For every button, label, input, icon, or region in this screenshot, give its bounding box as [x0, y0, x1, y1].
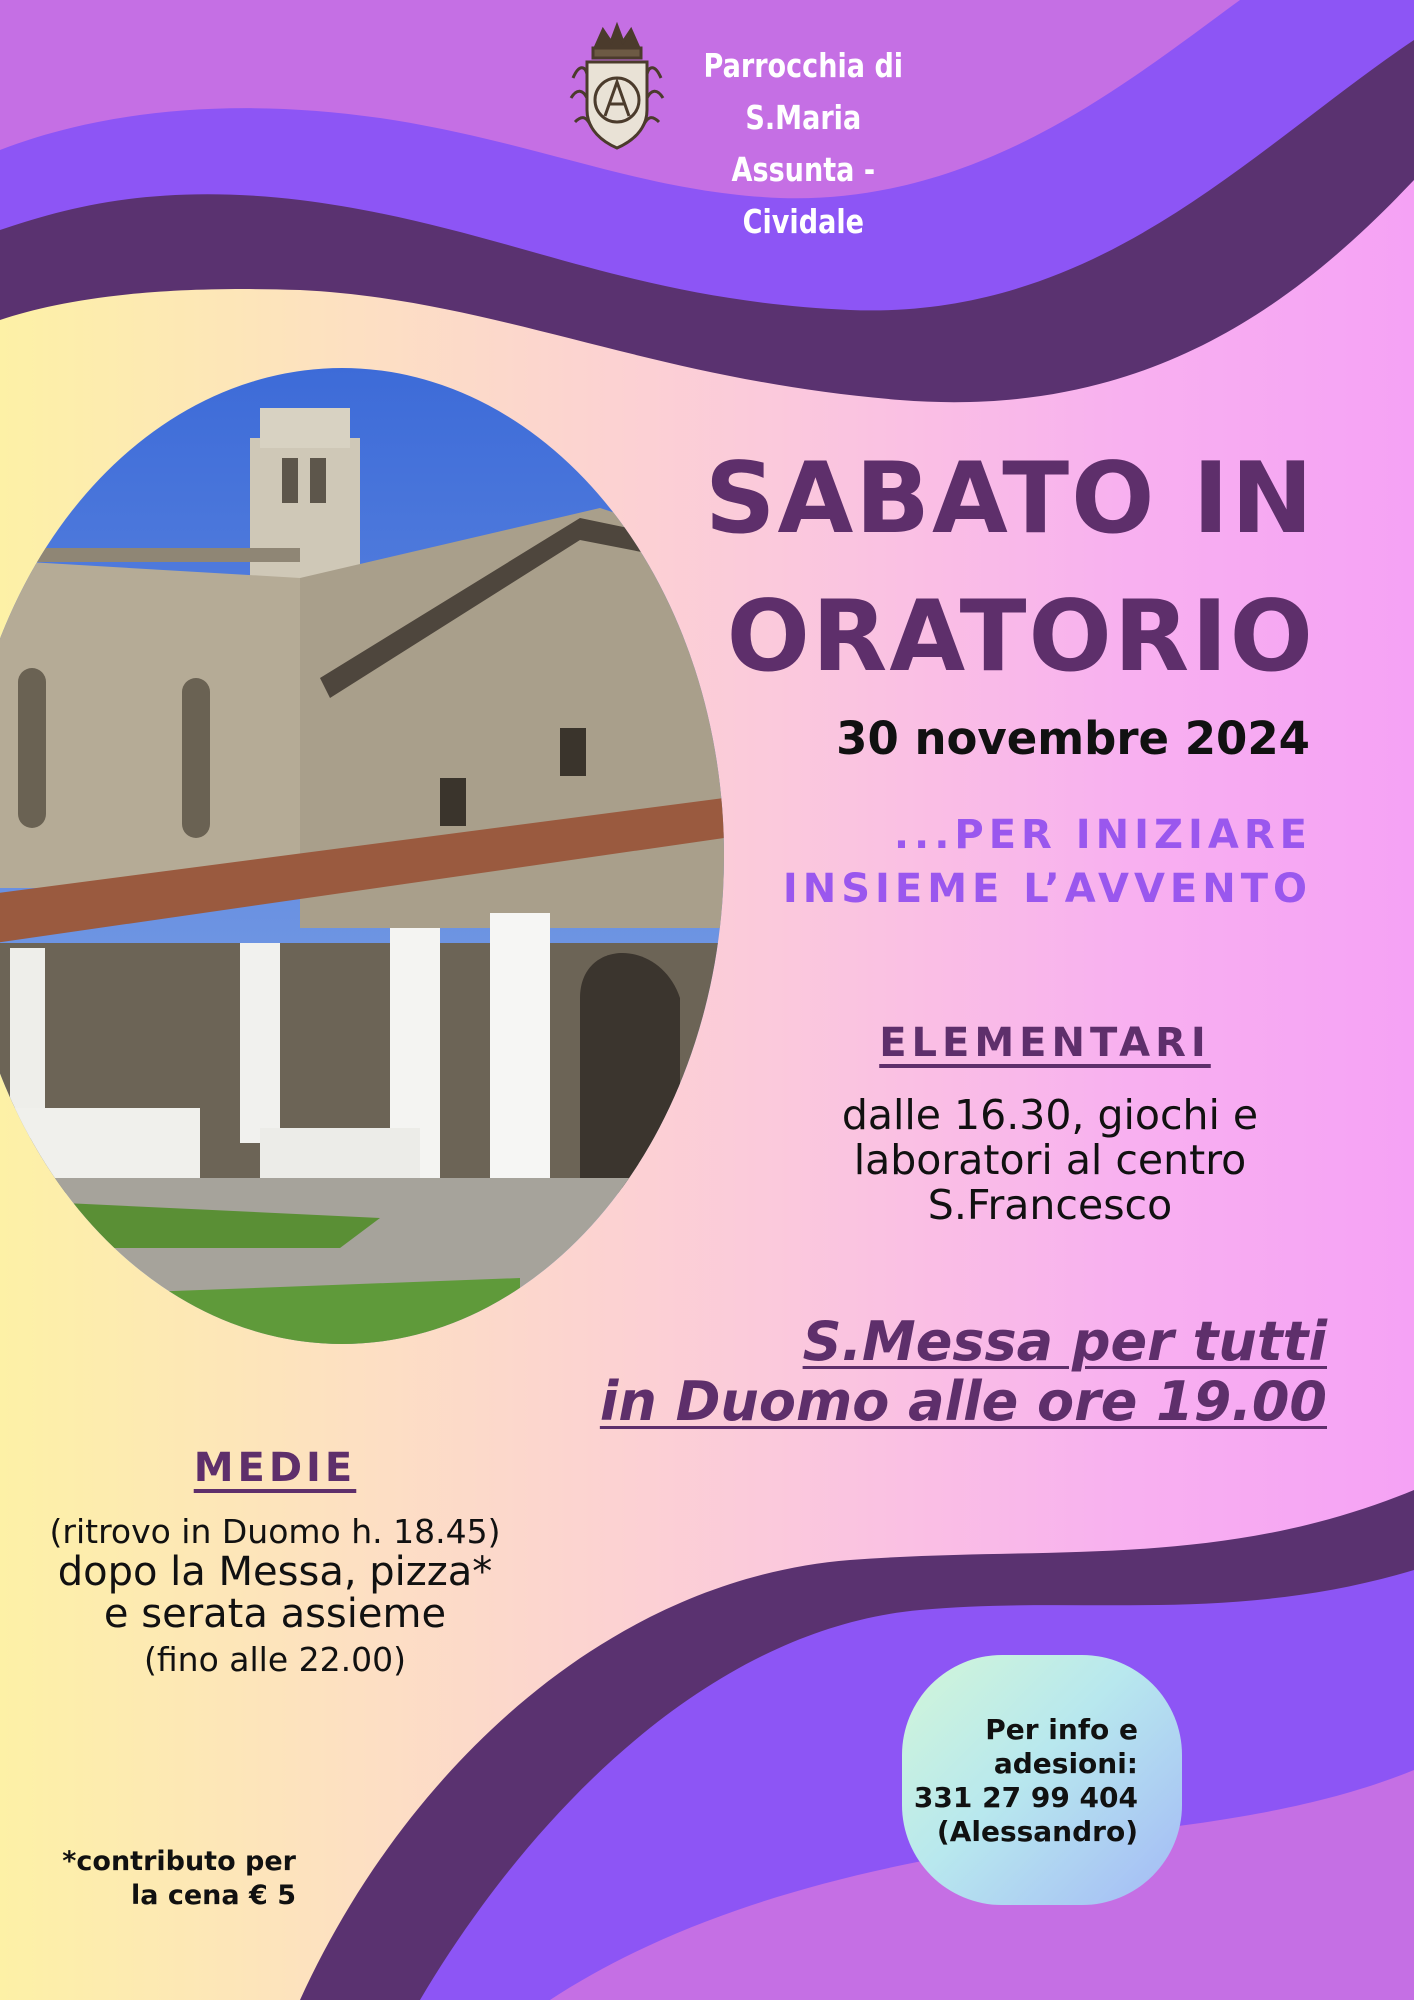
elementari-text	[790, 1093, 1310, 1228]
elementari-heading-text: ELEMENTARI	[879, 1020, 1211, 1066]
info-box	[902, 1655, 1182, 1905]
elementari-line2: laboratori al centro	[853, 1136, 1247, 1184]
parish-name-line1: Parrocchia di S.Maria	[703, 46, 904, 137]
footnote-line2: la cena € 5	[130, 1880, 296, 1911]
footnote	[50, 1845, 296, 1913]
elementari-heading	[860, 1020, 1230, 1066]
medie-line4: (fino alle 22.00)	[144, 1640, 406, 1679]
medie-main-text	[20, 1551, 530, 1635]
event-title-line1: SABATO IN	[704, 442, 1315, 556]
info-phone: 331 27 99 404	[913, 1781, 1138, 1814]
messa-line1: S.Messa per tutti	[802, 1310, 1327, 1373]
cloister-photo	[0, 368, 724, 1344]
parish-name-line2: Assunta - Cividale	[731, 150, 876, 241]
parish-crest-icon	[565, 18, 670, 158]
medie-heading-text: MEDIE	[193, 1445, 357, 1491]
messa-announcement	[560, 1312, 1327, 1432]
medie-line2: dopo la Messa, pizza*	[57, 1549, 493, 1595]
info-line1: Per info e	[985, 1713, 1138, 1746]
event-date: 30 novembre 2024	[836, 712, 1310, 765]
event-title	[640, 430, 1315, 706]
messa-line2: in Duomo alle ore 19.00	[599, 1370, 1327, 1433]
event-subtitle-line2: INSIEME L’AVVENTO	[782, 866, 1312, 912]
info-text	[914, 1713, 1138, 1849]
event-subtitle-line1: ...PER INIZIARE	[893, 812, 1312, 858]
elementari-line3: S.Francesco	[927, 1181, 1173, 1229]
event-title-line2: ORATORIO	[726, 580, 1315, 694]
info-line2: adesioni:	[993, 1747, 1138, 1780]
medie-heading	[140, 1445, 410, 1491]
medie-line3: e serata assieme	[103, 1591, 447, 1637]
footnote-line1: *contributo per	[62, 1846, 296, 1877]
elementari-line1: dalle 16.30, giochi e	[841, 1091, 1259, 1139]
medie-line1: (ritrovo in Duomo h. 18.45)	[49, 1512, 501, 1551]
parish-name	[668, 40, 939, 248]
info-contact-name: (Alessandro)	[936, 1815, 1138, 1848]
event-subtitle	[700, 808, 1312, 916]
